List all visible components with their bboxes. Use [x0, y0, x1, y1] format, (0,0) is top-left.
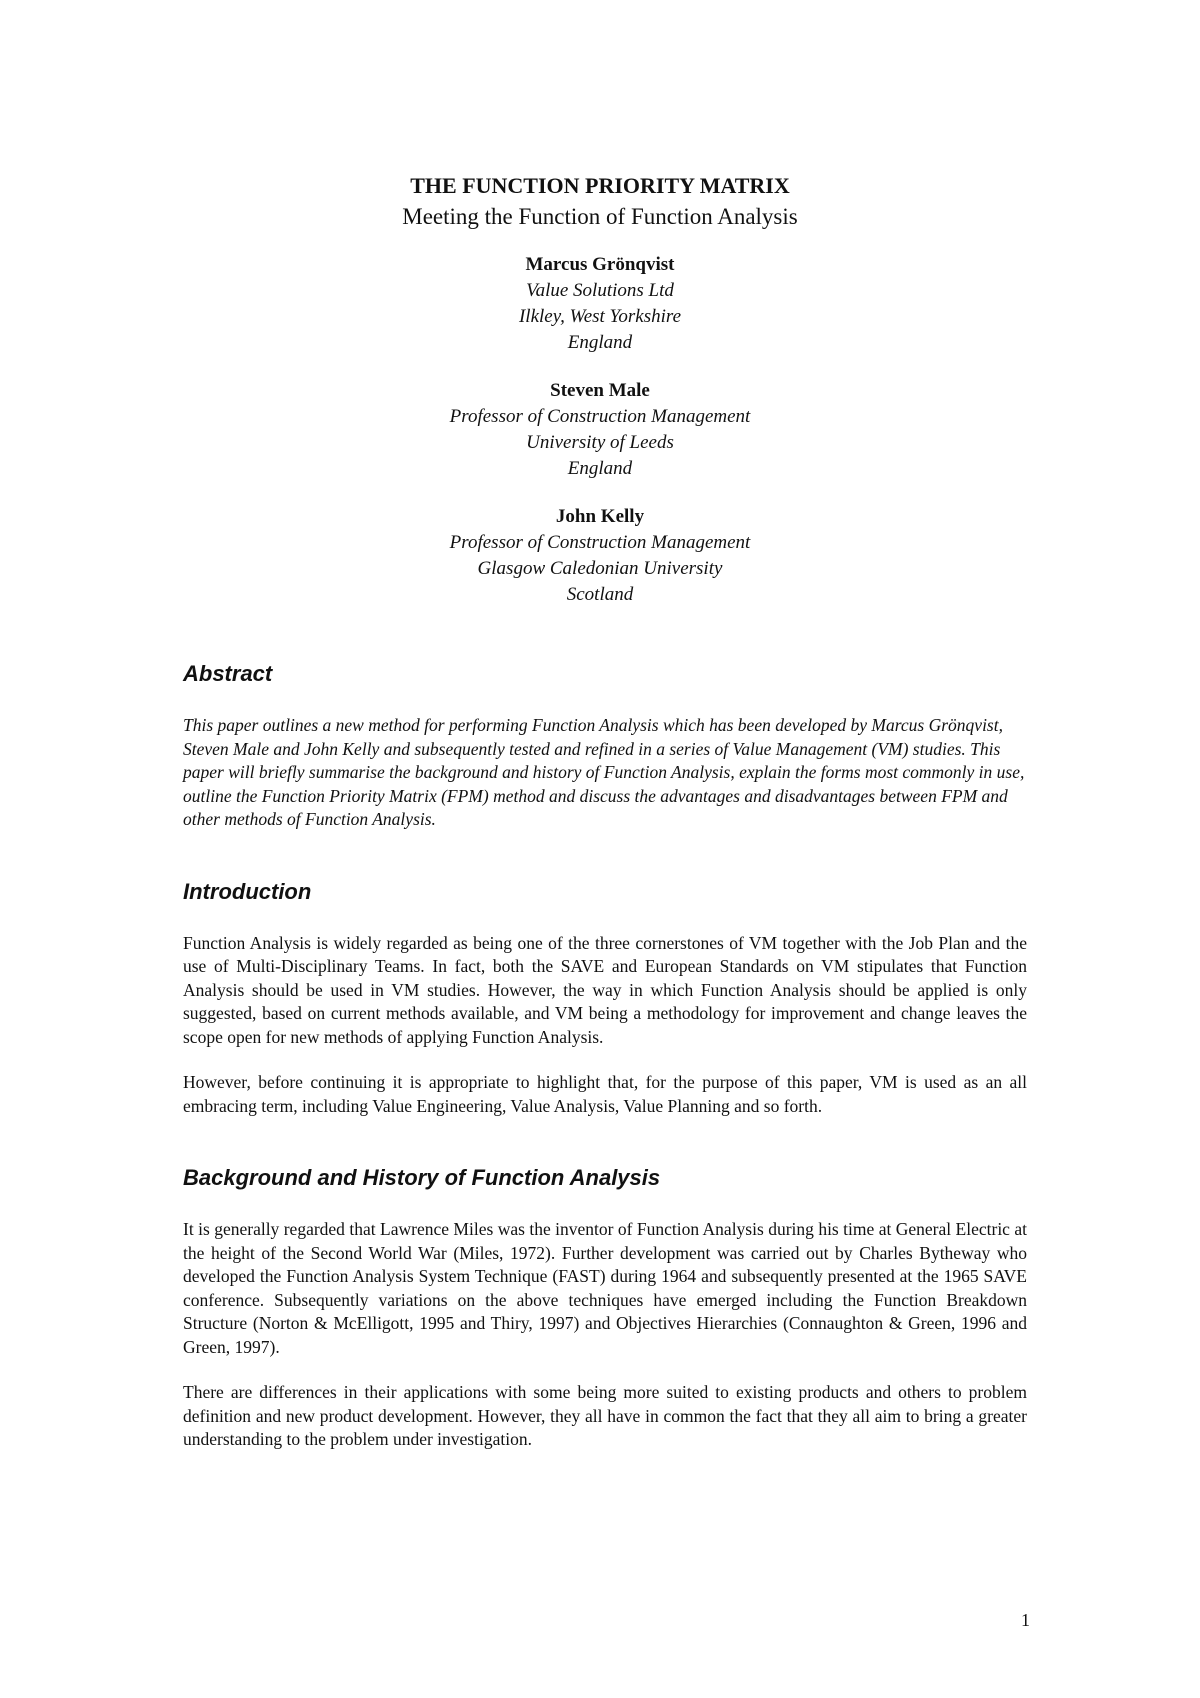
background-heading: Background and History of Function Analysis — [183, 1165, 661, 1190]
paragraph: There are differences in their applications with some being more suited to existing products and others to problem definition and new product development. However, they all have in common the fact that they all aim to bring a greater understanding to the problem under investigation. — [183, 1382, 1027, 1449]
author-block — [0, 252, 1200, 356]
paragraph: However, before continuing it is appropriate to highlight that, for the purpose of this paper, VM is used as an all embracing term, including Value Engineering, Value Analysis, Value Planning and so forth. — [183, 1072, 1027, 1116]
background-section — [183, 1164, 1027, 1452]
introduction-heading: Introduction — [183, 878, 312, 904]
author-name: John Kelly — [555, 506, 645, 527]
author-country: England — [567, 458, 633, 479]
author-affiliation: Professor of Construction Management — [449, 532, 751, 553]
abstract-heading: Abstract — [183, 661, 273, 686]
abstract-section — [183, 660, 1027, 832]
author-affiliation: Professor of Construction Management — [449, 406, 751, 427]
title-block — [0, 172, 1200, 608]
paragraph: It is generally regarded that Lawrence Miles was the inventor of Function Analysis during his time at General Electric at the height of the Second World War (Miles, 1972). Further development was carried out by Charles Bytheway who developed the Function Analysis System Technique (FAST) during 1964 and subsequently presented at the 1965 SAVE conference. Subsequently variations on the above techniques have emerged including the Function Breakdown Structure (Norton & McElligott, 1995 and Thiry, 1997) and Objectives Hierarchies (Connaughton & Green, 1996 and Green, 1997). — [183, 1219, 1027, 1357]
abstract-text: This paper outlines a new method for performing Function Analysis which has been developed by Marcus Grönqvist, Steven Male and John Kelly and subsequently tested and refined in a series of Value Management (VM) studies. This paper will briefly summarise the background and history of Function Analysis, explain the forms most commonly in use, outline the Function Priority Matrix (FPM) method and discuss the advantages and disadvantages between FPM and other methods of Function Analysis. — [183, 715, 1025, 829]
author-affiliation: Value Solutions Ltd — [526, 280, 674, 301]
paper-subtitle: Meeting the Function of Function Analysis — [402, 204, 798, 229]
introduction-section — [183, 878, 1027, 1119]
paper-body — [183, 660, 1027, 1452]
author-country: England — [567, 332, 633, 353]
page-number: 1 — [1021, 1610, 1030, 1630]
author-name: Marcus Grönqvist — [525, 254, 675, 275]
author-block — [0, 504, 1200, 608]
author-block — [0, 378, 1200, 482]
author-location: Glasgow Caledonian University — [477, 558, 723, 579]
author-location: University of Leeds — [526, 432, 674, 453]
paragraph: Function Analysis is widely regarded as being one of the three cornerstones of VM together with the Job Plan and the use of Multi-Disciplinary Teams. In fact, both the SAVE and European Standards on VM stipulates that Function Analysis should be used in VM studies. However, the way in which Function Analysis should be applied is only suggested, based on current methods available, and VM being a methodology for improvement and change leaves the scope open for new methods of applying Function Analysis. — [183, 932, 1027, 1047]
author-country: Scotland — [566, 584, 634, 605]
author-name: Steven Male — [550, 380, 650, 401]
author-location: Ilkley, West Yorkshire — [518, 306, 682, 327]
paper-title: THE FUNCTION PRIORITY MATRIX — [410, 173, 790, 198]
